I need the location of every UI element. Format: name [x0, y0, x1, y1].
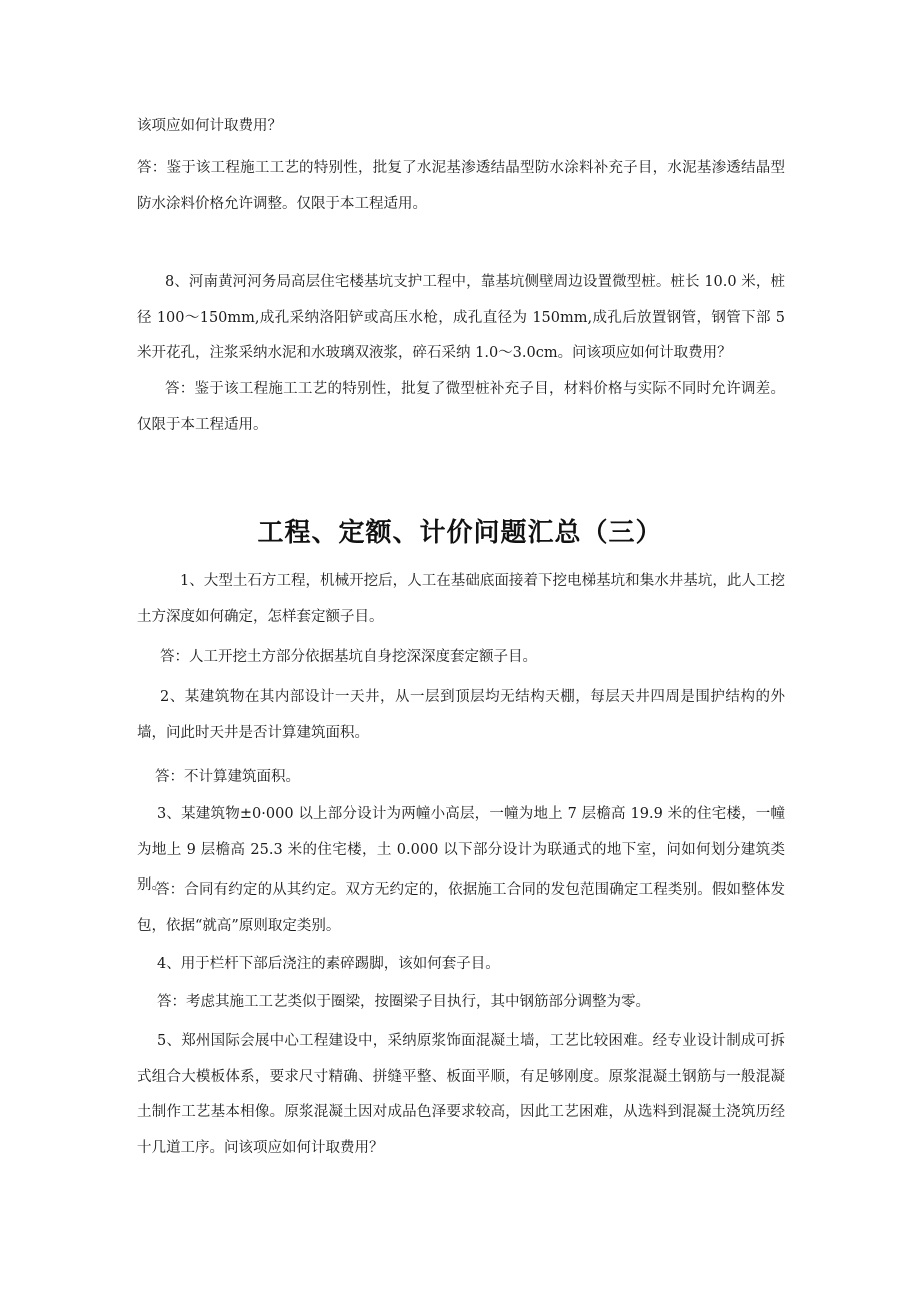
answer-1: 答：人工开挖土方部分依据基坑自身挖深深度套定额子目。 [160, 649, 537, 665]
question-paragraph: 8、河南黄河河务局高层住宅楼基坑支护工程中，靠基坑侧壁周边设置微型桩。桩长 10.0 米，桩径 100～150mm,成孔采纳洛阳铲或高压水枪，成孔直径为 150mm,成孔后放置钢管，钢管下部 5 米开花孔，注浆采纳水泥和水玻璃双液浆，碎石采纳 1.0～3.0cm。问该项应如何计取费用？ [137, 274, 785, 361]
question-4: 4、用于栏杆下部后浇注的素碎踢脚，该如何套子目。 [157, 956, 500, 972]
answer-paragraph: 答：鉴于该工程施工工艺的特别性，批复了水泥基渗透结晶型防水涂料补充子目，水泥基渗透结晶型防水涂料价格允许调整。仅限于本工程适用。 [137, 160, 785, 212]
question-3: 3、某建筑物±0·000 以上部分设计为两幢小高层，一幢为地上 7 层檐高 19.9 米的住宅楼，一幢为地上 9 层檐高 25.3 米的住宅楼，土 0.000 以下部分设计为联通式的地下室，问如何划分建筑类别。 [137, 806, 785, 893]
question-1: 1、大型土石方工程，机械开挖后，人工在基础底面接着下挖电梯基坑和集水井基坑，此人工挖土方深度如何确定，怎样套定额子目。 [137, 573, 785, 625]
question-5: 5、郑州国际会展中心工程建设中，采纳原浆饰面混凝土墙，工艺比较困难。经专业设计制成可拆式组合大模板体系，要求尺寸精确、拼缝平整、板面平顺，有足够刚度。原浆混凝土钢筋与一般混凝土制作工艺基本相像。原浆混凝土因对成品色泽要求较高，因此工艺困难，从选料到混凝土浇筑历经十几道工序。问该项应如何计取费用？ [137, 1033, 785, 1156]
answer-3: 答：合同有约定的从其约定。双方无约定的，依据施工合同的发包范围确定工程类别。假如整体发包，依据“就高”原则取定类别。 [137, 882, 785, 934]
paragraph-continuation: 该项应如何计取费用？ [137, 118, 282, 134]
section-title: 工程、定额、计价问题汇总（三） [257, 518, 663, 548]
answer-4: 答：考虑其施工工艺类似于圈梁，按圈梁子目执行，其中钢筋部分调整为零。 [157, 994, 650, 1010]
answer-2: 答：不计算建筑面积。 [155, 769, 300, 785]
answer-paragraph: 答：鉴于该工程施工工艺的特别性，批复了微型桩补充子目，材料价格与实际不同时允许调差。仅限于本工程适用。 [137, 381, 785, 433]
question-2: 2、某建筑物在其内部设计一天井，从一层到顶层均无结构天棚，每层天井四周是围护结构的外墙，问此时天井是否计算建筑面积。 [137, 689, 785, 741]
